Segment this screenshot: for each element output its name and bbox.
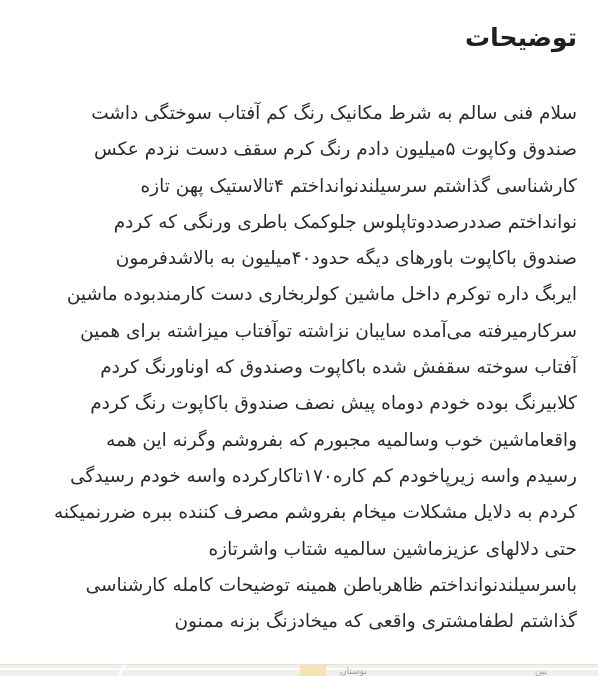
description-line: صندوق باکاپوت باورهای دیگه حدود۴۰میلیون به بالاشدفرمون — [115, 248, 577, 270]
description-line: کلابیرنگ بوده خودم دوماه پیش نصف صندوق باکاپوت رنگ کردم — [90, 393, 577, 415]
description-line: سرکارمیرفته می‌آمده سایبان نزاشته توآفتاب میزاشته برای همین — [80, 320, 577, 342]
description-line: آفتاب سوخته سقفش شده باکاپوت وصندوق که اوناورنگ کردم — [100, 357, 577, 379]
description-line: گذاشتم لطفامشتری واقعی که میخادزنگ بزنه ممنون — [174, 611, 577, 633]
map-road — [117, 665, 126, 676]
map-main-road — [300, 665, 326, 676]
description-body — [18, 96, 577, 640]
map-road — [0, 668, 598, 670]
map-label: بوستان — [340, 667, 367, 676]
description-line: باسرسیلندنوانداختم ظاهرباطن همینه توضیحات کامله کارشناسی — [85, 574, 577, 596]
description-line: صندوق وکاپوت ۵میلیون دادم رنگ کرم سقف دست نزدم عکس — [94, 139, 577, 161]
description-line: واقعاماشین خوب وسالمیه مجبورم که بفروشم وگرنه این همه — [106, 429, 577, 451]
description-line: رسیدم واسه زیرپاخودم کم کاره۱۷۰تاکارکرده واسه خودم رسیدگی — [70, 465, 577, 487]
description-line: ایربگ داره توکرم داخل ماشین کولربخاری دست کارمندبوده ماشین — [66, 284, 577, 306]
map-label: بين — [535, 667, 548, 676]
description-line: سلام فنی سالم به شرط مکانیک رنگ کم آفتاب سوختگی داشت — [91, 103, 577, 124]
map-preview[interactable] — [0, 664, 598, 676]
section-title: توضیحات — [465, 23, 577, 52]
description-line: حتی دلالهای عزیزماشین سالمیه شتاب واشرتازه — [208, 538, 577, 560]
description-line: کردم به دلایل مشکلات میخام بفروشم مصرف کننده ببره ضررنمیکنه — [53, 502, 577, 524]
description-line: کارشناسی گذاشتم سرسیلندنوانداختم ۴تالاستیک پهن تازه — [140, 175, 577, 197]
description-line: نوانداختم صددرصددوتاپلوس جلوکمک باطری ورنگی که کردم — [113, 211, 577, 233]
